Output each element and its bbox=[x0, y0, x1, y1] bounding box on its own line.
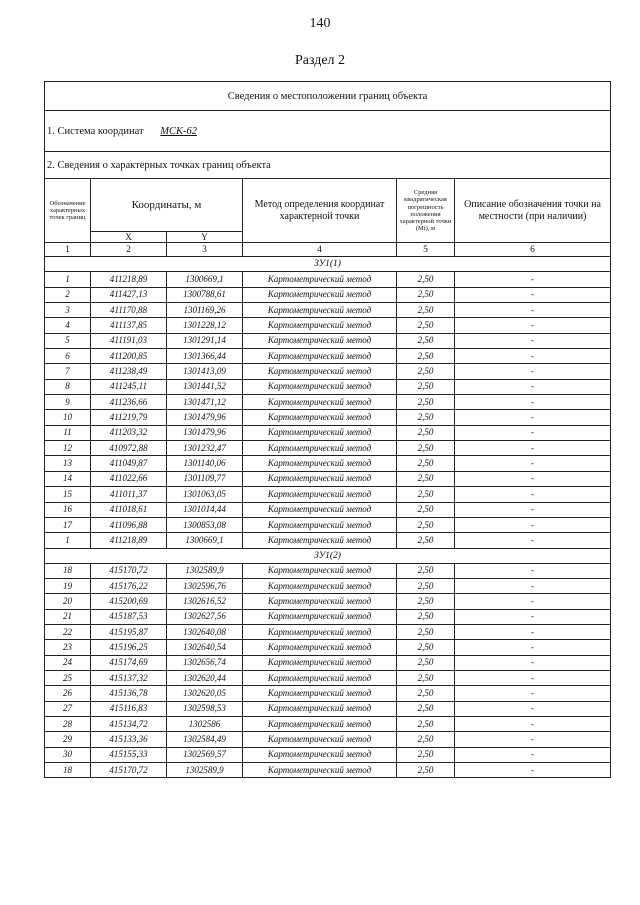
table-row bbox=[45, 609, 611, 624]
table-row bbox=[45, 747, 611, 762]
table-row bbox=[45, 578, 611, 593]
table-row bbox=[45, 272, 611, 287]
table-row bbox=[45, 763, 611, 778]
table-row bbox=[45, 471, 611, 486]
method-cell: Картометрический метод bbox=[243, 395, 397, 410]
point-number-cell: 21 bbox=[45, 609, 91, 624]
y-coordinate-cell: 1302596,76 bbox=[167, 578, 243, 593]
y-coordinate-cell: 1301479,96 bbox=[167, 410, 243, 425]
x-coordinate-cell: 415196,25 bbox=[91, 640, 167, 655]
x-coordinate-cell: 415136,78 bbox=[91, 686, 167, 701]
description-cell: - bbox=[455, 686, 611, 701]
x-coordinate-cell: 411137,85 bbox=[91, 318, 167, 333]
method-cell: Картометрический метод bbox=[243, 425, 397, 440]
description-cell: - bbox=[455, 441, 611, 456]
accuracy-cell: 2,50 bbox=[397, 318, 455, 333]
table-row bbox=[45, 701, 611, 716]
accuracy-cell: 2,50 bbox=[397, 303, 455, 318]
point-number-cell: 8 bbox=[45, 379, 91, 394]
description-cell: - bbox=[455, 640, 611, 655]
x-coordinate-cell: 415200,69 bbox=[91, 594, 167, 609]
method-cell: Картометрический метод bbox=[243, 563, 397, 578]
method-cell: Картометрический метод bbox=[243, 655, 397, 670]
description-cell: - bbox=[455, 425, 611, 440]
accuracy-cell: 2,50 bbox=[397, 471, 455, 486]
y-coordinate-cell: 1302589,9 bbox=[167, 763, 243, 778]
description-cell: - bbox=[455, 533, 611, 548]
accuracy-cell: 2,50 bbox=[397, 747, 455, 762]
y-coordinate-cell: 1300669,1 bbox=[167, 272, 243, 287]
method-cell: Картометрический метод bbox=[243, 701, 397, 716]
method-cell: Картометрический метод bbox=[243, 456, 397, 471]
table-row bbox=[45, 624, 611, 639]
accuracy-cell: 2,50 bbox=[397, 701, 455, 716]
point-number-cell: 29 bbox=[45, 732, 91, 747]
x-coordinate-cell: 411238,49 bbox=[91, 364, 167, 379]
y-coordinate-cell: 1300669,1 bbox=[167, 533, 243, 548]
header-x: X bbox=[91, 232, 167, 243]
accuracy-cell: 2,50 bbox=[397, 686, 455, 701]
point-number-cell: 26 bbox=[45, 686, 91, 701]
header-designation: Обозначение характерных точек границ bbox=[45, 179, 91, 243]
table-row bbox=[45, 686, 611, 701]
x-coordinate-cell: 411245,11 bbox=[91, 379, 167, 394]
description-cell: - bbox=[455, 395, 611, 410]
y-coordinate-cell: 1302656,74 bbox=[167, 655, 243, 670]
x-coordinate-cell: 411236,66 bbox=[91, 395, 167, 410]
description-cell: - bbox=[455, 333, 611, 348]
table-row bbox=[45, 287, 611, 302]
header-y: Y bbox=[167, 232, 243, 243]
y-coordinate-cell: 1302589,9 bbox=[167, 563, 243, 578]
x-coordinate-cell: 415176,22 bbox=[91, 578, 167, 593]
y-coordinate-cell: 1301441,52 bbox=[167, 379, 243, 394]
table-row bbox=[45, 456, 611, 471]
description-cell: - bbox=[455, 364, 611, 379]
accuracy-cell: 2,50 bbox=[397, 732, 455, 747]
point-number-cell: 15 bbox=[45, 487, 91, 502]
coordinates-table bbox=[44, 81, 611, 778]
point-number-cell: 22 bbox=[45, 624, 91, 639]
y-coordinate-cell: 1301232,47 bbox=[167, 441, 243, 456]
x-coordinate-cell: 415133,36 bbox=[91, 732, 167, 747]
x-coordinate-cell: 415155,33 bbox=[91, 747, 167, 762]
column-number: 5 bbox=[397, 243, 455, 257]
header-description: Описание обозначения точки на местности (при наличии) bbox=[455, 179, 611, 243]
accuracy-cell: 2,50 bbox=[397, 272, 455, 287]
table-row bbox=[45, 533, 611, 548]
description-cell: - bbox=[455, 471, 611, 486]
x-coordinate-cell: 411022,66 bbox=[91, 471, 167, 486]
method-cell: Картометрический метод bbox=[243, 318, 397, 333]
y-coordinate-cell: 1302620,44 bbox=[167, 670, 243, 685]
table-row bbox=[45, 655, 611, 670]
point-number-cell: 24 bbox=[45, 655, 91, 670]
x-coordinate-cell: 411203,32 bbox=[91, 425, 167, 440]
x-coordinate-cell: 411096,88 bbox=[91, 517, 167, 532]
y-coordinate-cell: 1301228,12 bbox=[167, 318, 243, 333]
method-cell: Картометрический метод bbox=[243, 670, 397, 685]
accuracy-cell: 2,50 bbox=[397, 379, 455, 394]
x-coordinate-cell: 415174,69 bbox=[91, 655, 167, 670]
method-cell: Картометрический метод bbox=[243, 747, 397, 762]
table-row bbox=[45, 364, 611, 379]
y-coordinate-cell: 1302640,54 bbox=[167, 640, 243, 655]
x-coordinate-cell: 411191,03 bbox=[91, 333, 167, 348]
description-cell: - bbox=[455, 379, 611, 394]
x-coordinate-cell: 415137,32 bbox=[91, 670, 167, 685]
method-cell: Картометрический метод bbox=[243, 533, 397, 548]
method-cell: Картометрический метод bbox=[243, 379, 397, 394]
y-coordinate-cell: 1302598,53 bbox=[167, 701, 243, 716]
accuracy-cell: 2,50 bbox=[397, 670, 455, 685]
table-row bbox=[45, 410, 611, 425]
accuracy-cell: 2,50 bbox=[397, 502, 455, 517]
point-number-cell: 17 bbox=[45, 517, 91, 532]
accuracy-cell: 2,50 bbox=[397, 640, 455, 655]
table-row bbox=[45, 563, 611, 578]
description-cell: - bbox=[455, 716, 611, 731]
description-cell: - bbox=[455, 303, 611, 318]
column-number: 4 bbox=[243, 243, 397, 257]
section-title: Раздел 2 bbox=[294, 53, 346, 68]
method-cell: Картометрический метод bbox=[243, 716, 397, 731]
point-number-cell: 7 bbox=[45, 364, 91, 379]
y-coordinate-cell: 1301413,09 bbox=[167, 364, 243, 379]
accuracy-cell: 2,50 bbox=[397, 456, 455, 471]
page-number: 140 bbox=[309, 16, 331, 31]
x-coordinate-cell: 411049,87 bbox=[91, 456, 167, 471]
x-coordinate-cell: 410972,88 bbox=[91, 441, 167, 456]
coordinate-system-label: 1. Система координат bbox=[47, 125, 144, 137]
point-number-cell: 9 bbox=[45, 395, 91, 410]
column-number: 3 bbox=[167, 243, 243, 257]
point-number-cell: 10 bbox=[45, 410, 91, 425]
y-coordinate-cell: 1301471,12 bbox=[167, 395, 243, 410]
point-number-cell: 25 bbox=[45, 670, 91, 685]
header-method: Метод определения координат характерной точки bbox=[243, 179, 397, 243]
description-cell: - bbox=[455, 502, 611, 517]
group-heading: ЗУ1(2) bbox=[45, 548, 611, 563]
point-number-cell: 20 bbox=[45, 594, 91, 609]
x-coordinate-cell: 411427,13 bbox=[91, 287, 167, 302]
description-cell: - bbox=[455, 624, 611, 639]
y-coordinate-cell: 1301169,26 bbox=[167, 303, 243, 318]
method-cell: Картометрический метод bbox=[243, 502, 397, 517]
method-cell: Картометрический метод bbox=[243, 594, 397, 609]
description-cell: - bbox=[455, 670, 611, 685]
accuracy-cell: 2,50 bbox=[397, 563, 455, 578]
accuracy-cell: 2,50 bbox=[397, 578, 455, 593]
method-cell: Картометрический метод bbox=[243, 640, 397, 655]
x-coordinate-cell: 415116,83 bbox=[91, 701, 167, 716]
description-cell: - bbox=[455, 747, 611, 762]
table-row bbox=[45, 441, 611, 456]
accuracy-cell: 2,50 bbox=[397, 395, 455, 410]
accuracy-cell: 2,50 bbox=[397, 487, 455, 502]
method-cell: Картометрический метод bbox=[243, 471, 397, 486]
x-coordinate-cell: 411200,85 bbox=[91, 349, 167, 364]
accuracy-cell: 2,50 bbox=[397, 425, 455, 440]
method-cell: Картометрический метод bbox=[243, 272, 397, 287]
accuracy-cell: 2,50 bbox=[397, 716, 455, 731]
y-coordinate-cell: 1302627,56 bbox=[167, 609, 243, 624]
y-coordinate-cell: 1301366,44 bbox=[167, 349, 243, 364]
method-cell: Картометрический метод bbox=[243, 517, 397, 532]
y-coordinate-cell: 1302616,52 bbox=[167, 594, 243, 609]
point-number-cell: 23 bbox=[45, 640, 91, 655]
header-coordinates: Координаты, м bbox=[91, 179, 243, 232]
x-coordinate-cell: 415170,72 bbox=[91, 563, 167, 578]
point-number-cell: 13 bbox=[45, 456, 91, 471]
x-coordinate-cell: 415187,53 bbox=[91, 609, 167, 624]
table-caption: Сведения о местоположении границ объекта bbox=[45, 82, 611, 111]
description-cell: - bbox=[455, 517, 611, 532]
description-cell: - bbox=[455, 563, 611, 578]
description-cell: - bbox=[455, 609, 611, 624]
table-row bbox=[45, 716, 611, 731]
x-coordinate-cell: 411219,79 bbox=[91, 410, 167, 425]
table-row bbox=[45, 502, 611, 517]
x-coordinate-cell: 411170,88 bbox=[91, 303, 167, 318]
x-coordinate-cell: 411018,61 bbox=[91, 502, 167, 517]
y-coordinate-cell: 1302620,05 bbox=[167, 686, 243, 701]
header-accuracy: Средняя квадратическая погрешность положения характерной точки (Mt), м bbox=[397, 179, 455, 243]
method-cell: Картометрический метод bbox=[243, 578, 397, 593]
method-cell: Картометрический метод bbox=[243, 763, 397, 778]
y-coordinate-cell: 1301109,77 bbox=[167, 471, 243, 486]
point-number-cell: 2 bbox=[45, 287, 91, 302]
table-row bbox=[45, 349, 611, 364]
point-number-cell: 14 bbox=[45, 471, 91, 486]
table-row bbox=[45, 640, 611, 655]
accuracy-cell: 2,50 bbox=[397, 655, 455, 670]
y-coordinate-cell: 1302586 bbox=[167, 716, 243, 731]
y-coordinate-cell: 1300788,61 bbox=[167, 287, 243, 302]
point-number-cell: 27 bbox=[45, 701, 91, 716]
y-coordinate-cell: 1301063,05 bbox=[167, 487, 243, 502]
method-cell: Картометрический метод bbox=[243, 487, 397, 502]
description-cell: - bbox=[455, 732, 611, 747]
column-number: 6 bbox=[455, 243, 611, 257]
point-number-cell: 12 bbox=[45, 441, 91, 456]
x-coordinate-cell: 415195,87 bbox=[91, 624, 167, 639]
coordinate-system-cell bbox=[45, 111, 611, 152]
accuracy-cell: 2,50 bbox=[397, 517, 455, 532]
column-number: 1 bbox=[45, 243, 91, 257]
table-row bbox=[45, 318, 611, 333]
y-coordinate-cell: 1302584,49 bbox=[167, 732, 243, 747]
method-cell: Картометрический метод bbox=[243, 364, 397, 379]
method-cell: Картометрический метод bbox=[243, 349, 397, 364]
description-cell: - bbox=[455, 594, 611, 609]
description-cell: - bbox=[455, 578, 611, 593]
point-number-cell: 19 bbox=[45, 578, 91, 593]
method-cell: Картометрический метод bbox=[243, 410, 397, 425]
point-number-cell: 4 bbox=[45, 318, 91, 333]
description-cell: - bbox=[455, 655, 611, 670]
table-row bbox=[45, 379, 611, 394]
y-coordinate-cell: 1301479,96 bbox=[167, 425, 243, 440]
point-number-cell: 1 bbox=[45, 272, 91, 287]
method-cell: Картометрический метод bbox=[243, 287, 397, 302]
point-number-cell: 18 bbox=[45, 763, 91, 778]
points-section-title: 2. Сведения о характерных точках границ объекта bbox=[45, 152, 611, 179]
description-cell: - bbox=[455, 456, 611, 471]
point-number-cell: 30 bbox=[45, 747, 91, 762]
description-cell: - bbox=[455, 701, 611, 716]
method-cell: Картометрический метод bbox=[243, 624, 397, 639]
point-number-cell: 16 bbox=[45, 502, 91, 517]
table-row bbox=[45, 517, 611, 532]
accuracy-cell: 2,50 bbox=[397, 287, 455, 302]
description-cell: - bbox=[455, 349, 611, 364]
y-coordinate-cell: 1301291,14 bbox=[167, 333, 243, 348]
description-cell: - bbox=[455, 318, 611, 333]
accuracy-cell: 2,50 bbox=[397, 364, 455, 379]
accuracy-cell: 2,50 bbox=[397, 533, 455, 548]
description-cell: - bbox=[455, 272, 611, 287]
description-cell: - bbox=[455, 487, 611, 502]
description-cell: - bbox=[455, 763, 611, 778]
point-number-cell: 1 bbox=[45, 533, 91, 548]
x-coordinate-cell: 411218,89 bbox=[91, 533, 167, 548]
point-number-cell: 6 bbox=[45, 349, 91, 364]
accuracy-cell: 2,50 bbox=[397, 594, 455, 609]
table-row bbox=[45, 425, 611, 440]
accuracy-cell: 2,50 bbox=[397, 624, 455, 639]
point-number-cell: 18 bbox=[45, 563, 91, 578]
method-cell: Картометрический метод bbox=[243, 303, 397, 318]
table-row bbox=[45, 487, 611, 502]
description-cell: - bbox=[455, 287, 611, 302]
point-number-cell: 11 bbox=[45, 425, 91, 440]
method-cell: Картометрический метод bbox=[243, 333, 397, 348]
table-row bbox=[45, 303, 611, 318]
accuracy-cell: 2,50 bbox=[397, 441, 455, 456]
accuracy-cell: 2,50 bbox=[397, 609, 455, 624]
column-number: 2 bbox=[91, 243, 167, 257]
y-coordinate-cell: 1301140,06 bbox=[167, 456, 243, 471]
table-row bbox=[45, 395, 611, 410]
point-number-cell: 5 bbox=[45, 333, 91, 348]
table-row bbox=[45, 594, 611, 609]
point-number-cell: 3 bbox=[45, 303, 91, 318]
y-coordinate-cell: 1302640,08 bbox=[167, 624, 243, 639]
group-heading: ЗУ1(1) bbox=[45, 257, 611, 272]
x-coordinate-cell: 411218,89 bbox=[91, 272, 167, 287]
accuracy-cell: 2,50 bbox=[397, 349, 455, 364]
x-coordinate-cell: 415134,72 bbox=[91, 716, 167, 731]
x-coordinate-cell: 411011,37 bbox=[91, 487, 167, 502]
coordinate-system-value: МСК-62 bbox=[160, 125, 197, 137]
description-cell: - bbox=[455, 410, 611, 425]
method-cell: Картометрический метод bbox=[243, 686, 397, 701]
method-cell: Картометрический метод bbox=[243, 732, 397, 747]
point-number-cell: 28 bbox=[45, 716, 91, 731]
y-coordinate-cell: 1300853,08 bbox=[167, 517, 243, 532]
y-coordinate-cell: 1302569,57 bbox=[167, 747, 243, 762]
accuracy-cell: 2,50 bbox=[397, 763, 455, 778]
accuracy-cell: 2,50 bbox=[397, 410, 455, 425]
accuracy-cell: 2,50 bbox=[397, 333, 455, 348]
y-coordinate-cell: 1301014,44 bbox=[167, 502, 243, 517]
table-row bbox=[45, 732, 611, 747]
table-row bbox=[45, 333, 611, 348]
table-row bbox=[45, 670, 611, 685]
method-cell: Картометрический метод bbox=[243, 441, 397, 456]
method-cell: Картометрический метод bbox=[243, 609, 397, 624]
x-coordinate-cell: 415170,72 bbox=[91, 763, 167, 778]
